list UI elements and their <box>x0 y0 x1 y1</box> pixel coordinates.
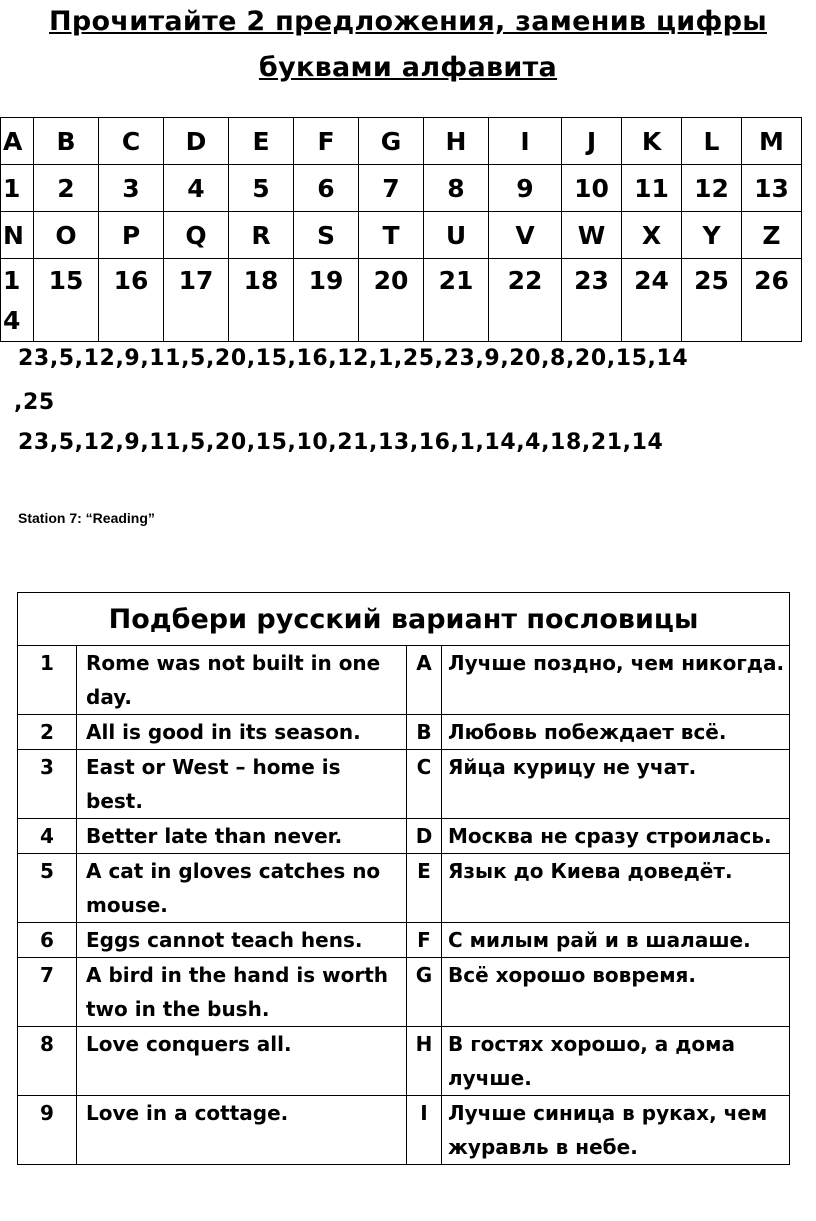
cipher-cell: 20 <box>359 259 424 342</box>
cipher-cell: I <box>489 118 562 165</box>
proverb-letter: B <box>407 715 442 750</box>
proverb-english: East or West – home is best. <box>77 750 407 819</box>
proverb-letter: F <box>407 923 442 958</box>
proverb-russian: Язык до Киева доведёт. <box>442 854 790 923</box>
cipher-cell: 18 <box>229 259 294 342</box>
cipher-cell: K <box>622 118 682 165</box>
cipher-cell: 5 <box>229 165 294 212</box>
proverb-number: 6 <box>18 923 77 958</box>
cipher-numbers-row-1 <box>1 165 802 212</box>
number-sequence-2: 23,5,12,9,11,5,20,15,10,21,13,16,1,14,4,18,21,14 <box>18 430 664 455</box>
cipher-cell: G <box>359 118 424 165</box>
proverb-english: Rome was not built in one day. <box>77 646 407 715</box>
cipher-cell: R <box>229 212 294 259</box>
cipher-cell: 19 <box>294 259 359 342</box>
proverb-row <box>18 923 790 958</box>
proverb-russian: Яйца курицу не учат. <box>442 750 790 819</box>
proverb-russian: Лучше поздно, чем никогда. <box>442 646 790 715</box>
cipher-letters-row-2 <box>1 212 802 259</box>
proverb-number: 2 <box>18 715 77 750</box>
proverb-letter: G <box>407 958 442 1027</box>
cipher-cell: 9 <box>489 165 562 212</box>
number-sequence-1: 23,5,12,9,11,5,20,15,16,12,1,25,23,9,20,8,20,15,14 <box>18 346 689 371</box>
cipher-cell: M <box>742 118 802 165</box>
proverb-letter: I <box>407 1096 442 1165</box>
proverb-row <box>18 715 790 750</box>
proverb-number: 4 <box>18 819 77 854</box>
cipher-cell: 8 <box>424 165 489 212</box>
proverb-row <box>18 646 790 715</box>
proverb-row <box>18 958 790 1027</box>
proverb-letter: H <box>407 1027 442 1096</box>
cipher-cell: Z <box>742 212 802 259</box>
cipher-cell: A <box>1 118 34 165</box>
cipher-cell: 26 <box>742 259 802 342</box>
proverb-english: A bird in the hand is worth two in the bush. <box>77 958 407 1027</box>
cipher-cell: 23 <box>562 259 622 342</box>
proverb-number: 1 <box>18 646 77 715</box>
proverb-letter: A <box>407 646 442 715</box>
proverbs-header: Подбери русский вариант пословицы <box>18 593 790 646</box>
cipher-cell: F <box>294 118 359 165</box>
proverb-russian: Москва не сразу строилась. <box>442 819 790 854</box>
proverb-number: 8 <box>18 1027 77 1096</box>
cipher-cell: 24 <box>622 259 682 342</box>
cipher-cell: 17 <box>164 259 229 342</box>
cipher-cell: 12 <box>682 165 742 212</box>
cipher-cell: N <box>1 212 34 259</box>
cipher-cell <box>1 259 34 342</box>
cipher-cell: H <box>424 118 489 165</box>
proverb-russian: Любовь побеждает всё. <box>442 715 790 750</box>
cipher-cell: V <box>489 212 562 259</box>
proverb-number: 3 <box>18 750 77 819</box>
proverb-number: 5 <box>18 854 77 923</box>
station-label: Station 7: “Reading” <box>18 510 155 526</box>
title-line-2: буквами алфавита <box>258 52 558 83</box>
proverb-number: 7 <box>18 958 77 1027</box>
cipher-cell: B <box>34 118 99 165</box>
proverb-russian: Всё хорошо вовремя. <box>442 958 790 1027</box>
proverbs-table <box>17 592 790 1165</box>
cipher-cell: C <box>99 118 164 165</box>
proverb-row <box>18 1096 790 1165</box>
proverb-russian: С милым рай и в шалаше. <box>442 923 790 958</box>
cipher-cell: 1 <box>1 165 34 212</box>
cipher-cell: E <box>229 118 294 165</box>
cipher-cell: Q <box>164 212 229 259</box>
cipher-cell: Y <box>682 212 742 259</box>
cipher-table <box>0 117 802 342</box>
cipher-cell: 4 <box>164 165 229 212</box>
cipher-cell: L <box>682 118 742 165</box>
proverb-letter: D <box>407 819 442 854</box>
proverb-english: Eggs cannot teach hens. <box>77 923 407 958</box>
proverb-row <box>18 819 790 854</box>
cipher-cell: 22 <box>489 259 562 342</box>
cipher-cell: J <box>562 118 622 165</box>
cipher-cell-digit: 4 <box>3 306 21 335</box>
cipher-cell: D <box>164 118 229 165</box>
cipher-letters-row-1 <box>1 118 802 165</box>
title-line-1: Прочитайте 2 предложения, заменив цифры <box>49 6 767 37</box>
cipher-cell: 25 <box>682 259 742 342</box>
proverb-english: All is good in its season. <box>77 715 407 750</box>
cipher-cell: 11 <box>622 165 682 212</box>
cipher-cell: 21 <box>424 259 489 342</box>
cipher-cell: 6 <box>294 165 359 212</box>
proverb-number: 9 <box>18 1096 77 1165</box>
proverb-letter: E <box>407 854 442 923</box>
cipher-cell-digit: 1 <box>3 266 21 295</box>
proverb-row <box>18 854 790 923</box>
cipher-cell: 15 <box>34 259 99 342</box>
cipher-cell: 10 <box>562 165 622 212</box>
cipher-cell: W <box>562 212 622 259</box>
proverb-row <box>18 750 790 819</box>
cipher-cell: X <box>622 212 682 259</box>
cipher-cell: T <box>359 212 424 259</box>
proverb-english: Love in a cottage. <box>77 1096 407 1165</box>
proverb-russian: В гостях хорошо, а дома лучше. <box>442 1027 790 1096</box>
proverb-row <box>18 1027 790 1096</box>
cipher-cell: O <box>34 212 99 259</box>
number-sequence-1-continued: ,25 <box>14 390 55 415</box>
proverb-english: A cat in gloves catches no mouse. <box>77 854 407 923</box>
cipher-cell: 7 <box>359 165 424 212</box>
proverb-english: Better late than never. <box>77 819 407 854</box>
cipher-cell: S <box>294 212 359 259</box>
cipher-cell: 16 <box>99 259 164 342</box>
cipher-cell: 3 <box>99 165 164 212</box>
cipher-cell: 13 <box>742 165 802 212</box>
cipher-cell: 2 <box>34 165 99 212</box>
cipher-cell: U <box>424 212 489 259</box>
proverb-russian: Лучше синица в руках, чем журавль в небе. <box>442 1096 790 1165</box>
proverb-letter: C <box>407 750 442 819</box>
cipher-numbers-row-2 <box>1 259 802 342</box>
proverb-english: Love conquers all. <box>77 1027 407 1096</box>
cipher-cell: P <box>99 212 164 259</box>
